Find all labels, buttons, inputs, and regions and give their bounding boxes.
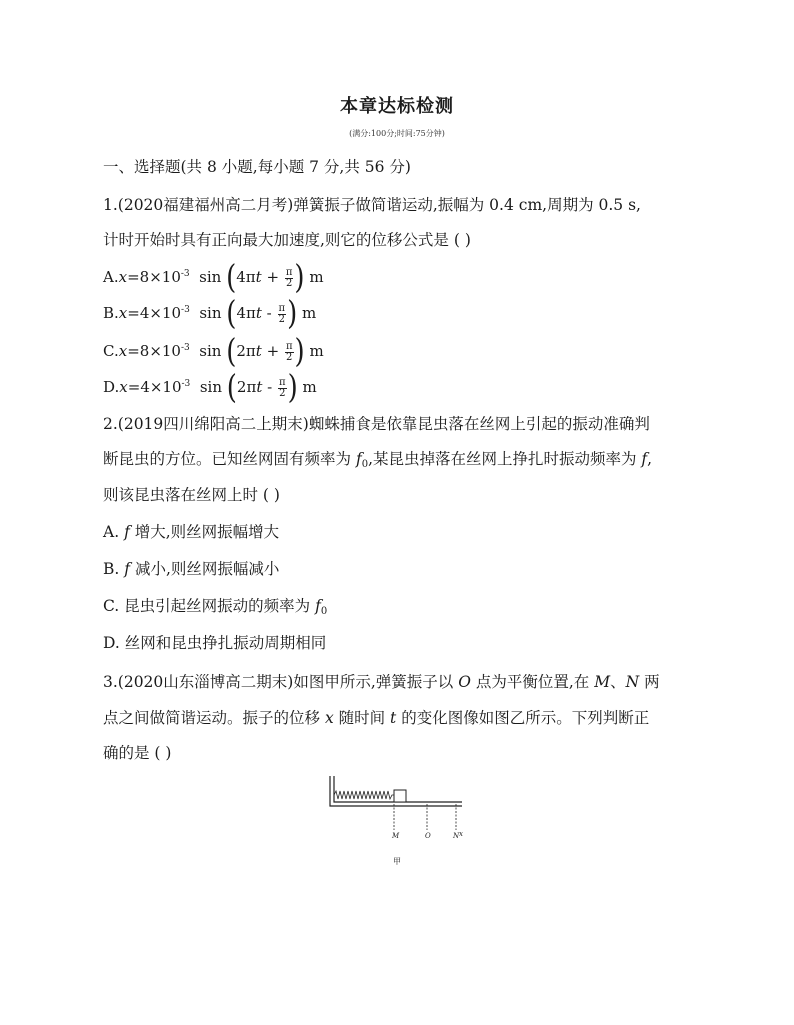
q3-line2-part3: 的变化图像如图乙所示。下列判断正 — [396, 709, 650, 727]
q2-option-b-text: 减小,则丝网振幅减小 — [134, 560, 280, 578]
q3-line2-part1: 点之间做简谐运动。振子的位移 — [103, 709, 325, 727]
option-unit: m — [302, 378, 317, 396]
q3-line1-part2: 点为平衡位置,在 — [470, 673, 595, 691]
option-coef: 8 — [139, 268, 150, 286]
option-sign: - — [266, 304, 272, 322]
q3-line1-part4: 两 — [639, 673, 660, 691]
position-marks — [394, 804, 456, 830]
q3-line3: 确的是 ( ) — [103, 744, 172, 762]
label-m: M — [392, 832, 400, 840]
q3-line1-part3: 、 — [610, 673, 626, 691]
q2-option-b[interactable]: B. f 减小,则丝网振幅减小 — [103, 560, 280, 578]
label-n: N — [453, 832, 460, 840]
q2-line2-part1: 断昆虫的方位。已知丝网固有频率为 — [103, 450, 356, 468]
option-unit: m — [302, 304, 317, 322]
label-x: x — [459, 830, 463, 838]
q3-line2: 点之间做简谐运动。振子的位移 x 随时间 t 的变化图像如图乙所示。下列判断正 — [103, 709, 650, 727]
option-sign: - — [267, 378, 273, 396]
option-label: D. — [103, 378, 120, 396]
q2-line3: 则该昆虫落在丝网上时 ( ) — [103, 486, 280, 504]
q1-option-a[interactable]: $A.x=8\times 10^{-3}$ sin (4πt + $\frac{\pi}{2}$ ) m — [103, 259, 324, 297]
page-subtitle: (满分:100分;时间:75分钟) — [349, 129, 445, 138]
option-omega: 2π — [236, 378, 257, 396]
option-label: B. — [103, 304, 119, 322]
q2-option-a[interactable]: A. f 增大,则丝网振幅增大 — [103, 523, 280, 541]
option-sign: + — [266, 268, 280, 286]
q2-option-d-text: 丝网和昆虫挣扎振动周期相同 — [124, 634, 327, 652]
option-unit: m — [309, 342, 324, 360]
q3-line1: 3.(2020山东淄博高二期末)如图甲所示,弹簧振子以 O 点为平衡位置,在 M、N 两 — [103, 673, 660, 691]
option-label: A. — [103, 268, 119, 286]
q2-line2-part2: ,某昆虫掉落在丝网上挣扎时振动频率为 — [368, 450, 642, 468]
q2-line2-part3: , — [647, 450, 653, 468]
option-coef: 4 — [140, 378, 150, 396]
q3-line1-part1: 3.(2020山东淄博高二期末)如图甲所示,弹簧振子以 — [103, 673, 459, 691]
q2-option-d[interactable]: D. 丝网和昆虫挣扎振动周期相同 — [103, 634, 327, 652]
q1-option-c[interactable]: $C.x=8\times 10^{-3}$ sin (2πt + $\frac{\pi}{2}$ ) m — [103, 333, 324, 371]
option-coef: 8 — [139, 342, 150, 360]
option-omega: 4π — [236, 268, 256, 286]
figure-caption: 甲 — [393, 857, 401, 866]
page-title: 本章达标检测 — [340, 96, 454, 117]
option-coef: 4 — [139, 304, 150, 322]
q3-line2-part2: 随时间 — [333, 709, 391, 727]
option-omega: 4π — [236, 304, 256, 322]
option-label: C. — [103, 342, 119, 360]
q1-option-d[interactable]: $D.x=4\times 10^{-3}$ sin (2πt - $\frac{\pi}{2}$ ) m — [103, 369, 317, 407]
q2-line1: 2.(2019四川绵阳高二上期末)蜘蛛捕食是依靠昆虫落在丝网上引起的振动准确判 — [103, 415, 650, 433]
option-unit: m — [309, 268, 324, 286]
q2-option-c[interactable]: C. 昆虫引起丝网振动的频率为 $f_0$ — [103, 597, 328, 617]
section-heading: 一、选择题(共 8 小题,每小题 7 分,共 56 分) — [103, 158, 411, 176]
q2-option-c-text: 昆虫引起丝网振动的频率为 — [124, 597, 316, 615]
option-sign: + — [266, 342, 280, 360]
q1-line2: 计时开始时具有正向最大加速度,则它的位移公式是 ( ) — [103, 231, 471, 249]
spring-oscillator-figure — [328, 774, 468, 854]
q1-option-b[interactable]: $B.x=4\times 10^{-3}$ sin (4πt - $\frac{\pi}{2}$ ) m — [103, 295, 317, 333]
oscillator-block — [394, 790, 406, 802]
option-omega: 2π — [236, 342, 256, 360]
q1-line1: 1.(2020福建福州高二月考)弹簧振子做简谐运动,振幅为 0.4 cm,周期为 0.5 s, — [103, 196, 641, 214]
q2-line2: 断昆虫的方位。已知丝网固有频率为 $f_0$,某昆虫掉落在丝网上挣扎时振动频率为 f, — [103, 450, 653, 470]
label-o: O — [425, 832, 431, 840]
q2-option-a-text: 增大,则丝网振幅增大 — [134, 523, 280, 541]
spring — [334, 791, 394, 799]
